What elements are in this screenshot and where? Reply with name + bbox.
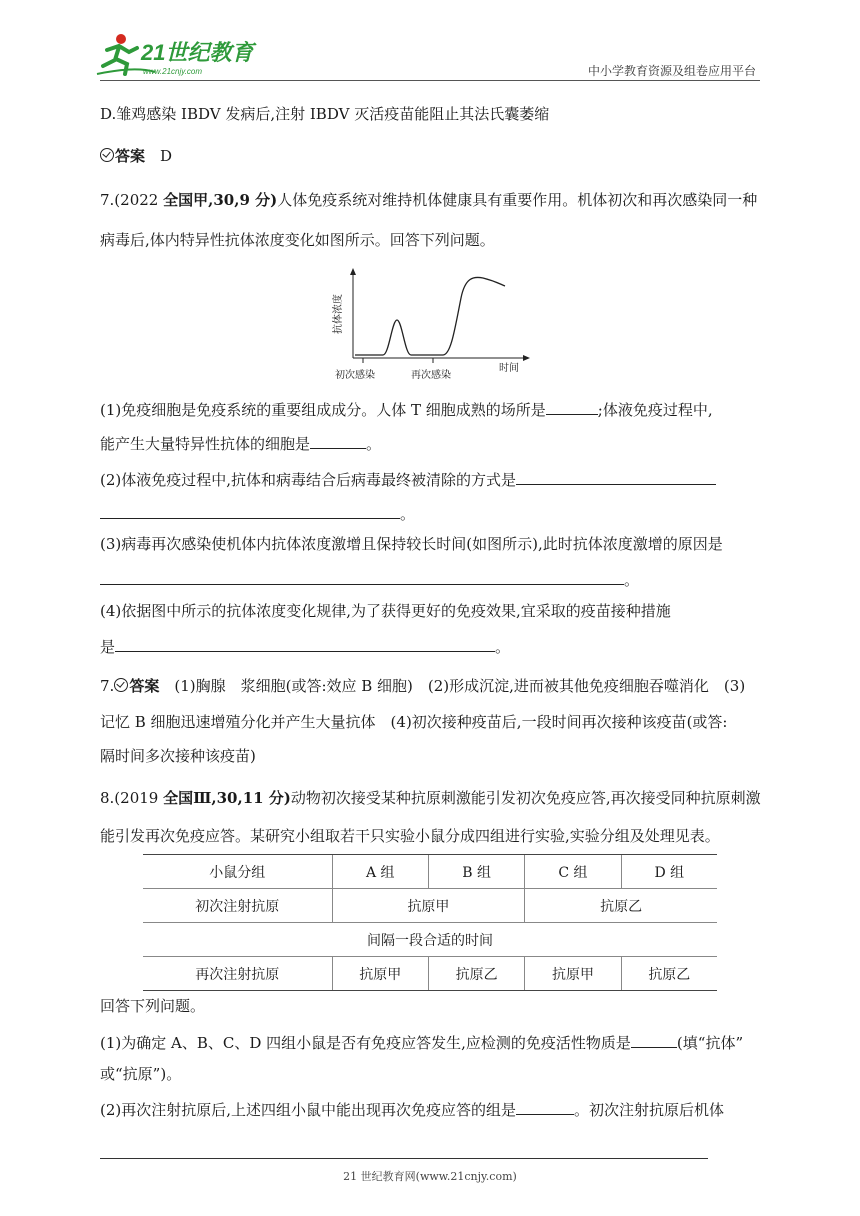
answer-blank[interactable]	[310, 432, 366, 449]
q8-p2-text: (2)再次注射抗原后,上述四组小鼠中能出现再次免疫应答的组是	[100, 1101, 517, 1119]
answer-blank[interactable]	[115, 635, 495, 652]
q7-stem-line1	[100, 190, 757, 210]
q7-part3-line1: (3)病毒再次感染使机体内抗体浓度激增且保持较长时间(如图所示),此时抗体浓度激增的原因是	[100, 535, 723, 553]
q6-option-d: D.雏鸡感染 IBDV 发病后,注射 IBDV 灭活疫苗能阻止其法氏囊萎缩	[100, 105, 550, 123]
table-row	[143, 923, 717, 957]
q7-answer-text1: (1)胸腺 浆细胞(或答:效应 B 细胞) (2)形成沉淀,进而被其他免疫细胞吞噬消化 (3)	[174, 677, 746, 695]
antibody-curve	[355, 277, 505, 355]
table-cell: 抗原甲	[332, 957, 428, 991]
q7-p1-text2: ;体液免疫过程中,	[597, 401, 713, 419]
table-header-cell: C 组	[525, 855, 621, 889]
q7-part1-line2	[100, 432, 381, 454]
q8-stem-line2: 能引发再次免疫应答。某研究小组取若干只实验小鼠分成四组进行实验,实验分组及处理见表。	[100, 827, 720, 845]
table-cell: 抗原乙	[525, 889, 717, 923]
q7-answer-line3: 隔时间多次接种该疫苗)	[100, 747, 256, 765]
footer-text: 21 世纪教育网(www.21cnjy.com)	[343, 1170, 517, 1183]
q7-p3-end: 。	[624, 571, 640, 589]
answer-blank[interactable]	[546, 398, 598, 415]
q8-number: 8.(2019	[100, 789, 164, 807]
table-row	[143, 957, 717, 991]
q8-source: 全国Ⅲ	[163, 789, 212, 807]
q7-stem-line2: 病毒后,体内特异性抗体浓度变化如图所示。回答下列问题。	[100, 231, 495, 249]
platform-name: 中小学教育资源及组卷应用平台	[587, 64, 756, 78]
q7-number: 7.(2022	[100, 191, 164, 209]
table-header-cell: B 组	[428, 855, 524, 889]
q7-answer-line1	[100, 676, 745, 696]
tick-first-infection: 初次感染	[335, 370, 375, 381]
q8-prompt: 回答下列问题。	[100, 997, 206, 1015]
q8-p2-text2: 。初次注射抗原后机体	[574, 1101, 725, 1119]
antibody-figure	[325, 268, 535, 383]
table-cell: 初次注射抗原	[143, 889, 332, 923]
runner-logo-icon	[95, 30, 265, 80]
q7-source: 全国甲	[163, 191, 209, 209]
header-divider	[100, 80, 760, 81]
q7-part1-line1	[100, 398, 713, 420]
x-axis-label: 时间	[499, 363, 519, 374]
q7-answer-line2: 记忆 B 细胞迅速增殖分化并产生大量抗体 (4)初次接种疫苗后,一段时间再次接种该疫苗(或答:	[100, 713, 728, 731]
q8-p1-text2: (填“抗体”	[676, 1034, 744, 1052]
q7-p1-text: (1)免疫细胞是免疫系统的重要组成成分。人体 T 细胞成熟的场所是	[100, 401, 546, 419]
answer-blank[interactable]	[100, 502, 400, 519]
q7-p2-end: 。	[400, 505, 416, 523]
q7-p4-end: 。	[495, 638, 511, 656]
q8-score: ,30,11 分)	[211, 789, 291, 807]
antibody-curve-graph	[325, 268, 535, 383]
q7-answer-number: 7.	[100, 677, 115, 695]
q7-part4-line2	[100, 635, 510, 657]
table-header-cell: D 组	[621, 855, 717, 889]
q8-p1-text: (1)为确定 A、B、C、D 四组小鼠是否有免疫应答发生,应检测的免疫活性物质是	[100, 1034, 631, 1052]
logo-url: www.21cnjy.com	[143, 67, 202, 76]
answer-blank[interactable]	[516, 1098, 574, 1115]
answer-label: 答案	[115, 147, 146, 165]
q7-part2-line1	[100, 468, 716, 490]
table-row	[143, 889, 717, 923]
table-cell: 抗原甲	[332, 889, 525, 923]
table-row	[143, 855, 717, 889]
check-circle-icon	[114, 678, 128, 692]
table-cell: 抗原乙	[621, 957, 717, 991]
q6-answer	[100, 146, 172, 166]
q8-stem-text: 动物初次接受某种抗原刺激能引发初次免疫应答,再次接受同种抗原刺激	[290, 789, 761, 807]
answer-blank[interactable]	[100, 568, 624, 585]
table-cell: 再次注射抗原	[143, 957, 332, 991]
footer-divider	[100, 1158, 708, 1159]
q7-part3-line2	[100, 568, 639, 590]
check-circle-icon	[100, 148, 114, 162]
table-cell: 抗原乙	[428, 957, 524, 991]
q8-stem-line1	[100, 788, 761, 808]
q8-part1-line2: 或“抗原”)。	[100, 1065, 182, 1083]
q7-part2-line2	[100, 502, 415, 524]
table-cell: 间隔一段合适的时间	[143, 923, 717, 957]
q7-part4-line1: (4)依据图中所示的抗体浓度变化规律,为了获得更好的免疫效果,宜采取的疫苗接种措施	[100, 602, 671, 620]
site-logo	[95, 30, 265, 80]
table-header-cell: A 组	[332, 855, 428, 889]
q8-part1-line1	[100, 1031, 743, 1053]
q7-p4-text2: 是	[100, 638, 116, 656]
answer-blank[interactable]	[516, 468, 716, 485]
answer-value: D	[160, 147, 173, 165]
table-header-cell: 小鼠分组	[143, 855, 332, 889]
tick-second-infection: 再次感染	[411, 370, 451, 381]
answer-blank[interactable]	[631, 1031, 677, 1048]
q7-p1-text3: 能产生大量特异性抗体的细胞是	[100, 435, 311, 453]
answer-label: 答案	[129, 677, 160, 695]
q7-score: ,30,9 分)	[208, 191, 278, 209]
q7-p1-end: 。	[366, 435, 382, 453]
experiment-table	[143, 854, 717, 991]
q7-stem-text: 人体免疫系统对维持机体健康具有重要作用。机体初次和再次感染同一种	[277, 191, 758, 209]
table-cell: 抗原甲	[525, 957, 621, 991]
q8-part2-line1	[100, 1098, 724, 1120]
logo-text: 21世纪教育	[141, 40, 254, 65]
q7-p2-text: (2)体液免疫过程中,抗体和病毒结合后病毒最终被清除的方式是	[100, 471, 517, 489]
y-axis-label: 抗体浓度	[333, 294, 344, 334]
